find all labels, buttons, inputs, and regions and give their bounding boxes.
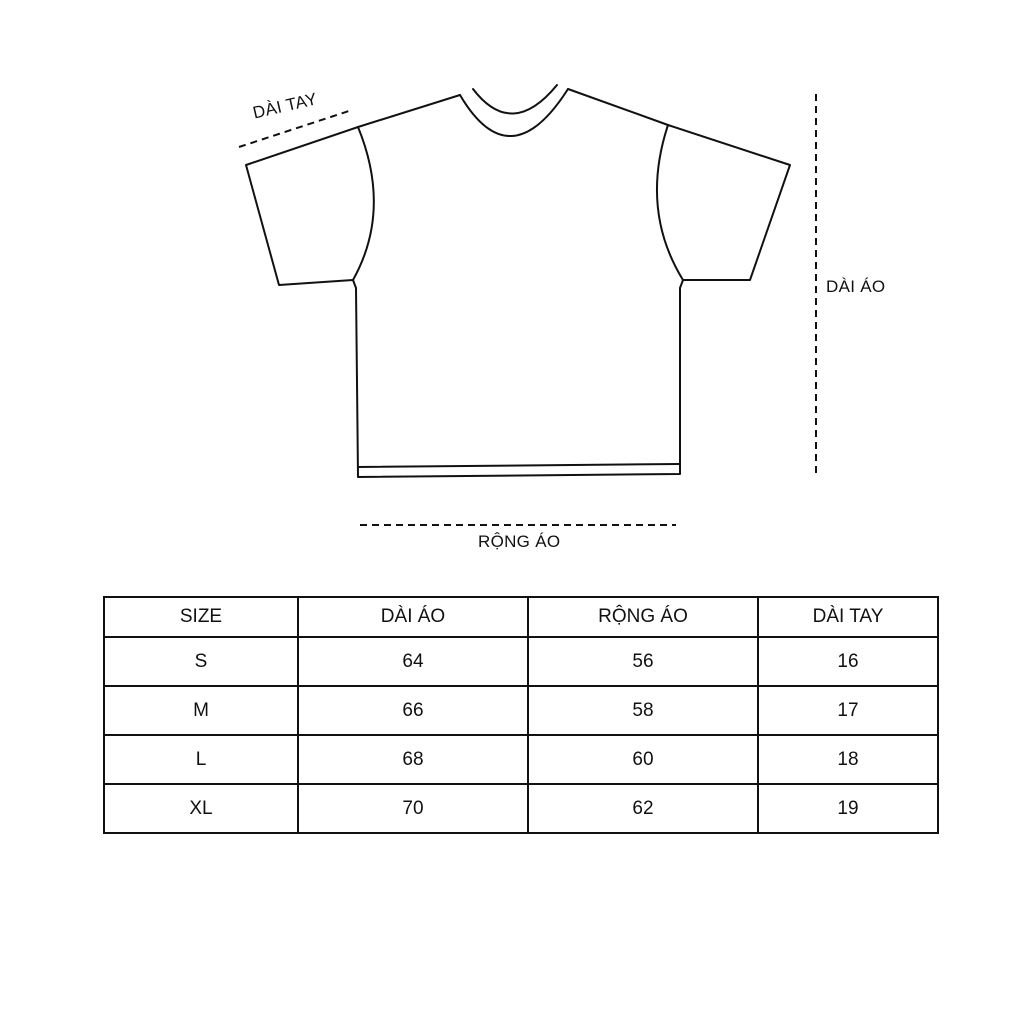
table-row <box>104 735 938 784</box>
cell-sleeve: 16 <box>758 637 938 686</box>
body-length-label: DÀI ÁO <box>826 277 886 296</box>
cell-length: 66 <box>298 686 528 735</box>
right-sleeve-seam <box>657 125 683 280</box>
cell-sleeve: 19 <box>758 784 938 833</box>
tshirt-outline <box>246 89 790 477</box>
cell-width: 58 <box>528 686 758 735</box>
cell-size: M <box>104 686 298 735</box>
table-row <box>104 686 938 735</box>
body-width-label: RỘNG ÁO <box>478 532 561 551</box>
cell-length: 68 <box>298 735 528 784</box>
header-width: RỘNG ÁO <box>528 597 758 637</box>
sleeve-length-label: DÀI TAY <box>251 89 320 123</box>
left-sleeve-seam <box>353 127 374 280</box>
cell-size: S <box>104 637 298 686</box>
header-sleeve: DÀI TAY <box>758 597 938 637</box>
header-size: SIZE <box>104 597 298 637</box>
cell-length: 64 <box>298 637 528 686</box>
cell-length: 70 <box>298 784 528 833</box>
size-chart-table <box>103 596 939 834</box>
table-row <box>104 784 938 833</box>
hem-line <box>358 464 680 467</box>
table-row <box>104 637 938 686</box>
cell-width: 60 <box>528 735 758 784</box>
table-header-row <box>104 597 938 637</box>
header-length: DÀI ÁO <box>298 597 528 637</box>
cell-sleeve: 18 <box>758 735 938 784</box>
cell-width: 62 <box>528 784 758 833</box>
cell-width: 56 <box>528 637 758 686</box>
cell-sleeve: 17 <box>758 686 938 735</box>
collar-inner <box>473 85 557 114</box>
cell-size: XL <box>104 784 298 833</box>
cell-size: L <box>104 735 298 784</box>
